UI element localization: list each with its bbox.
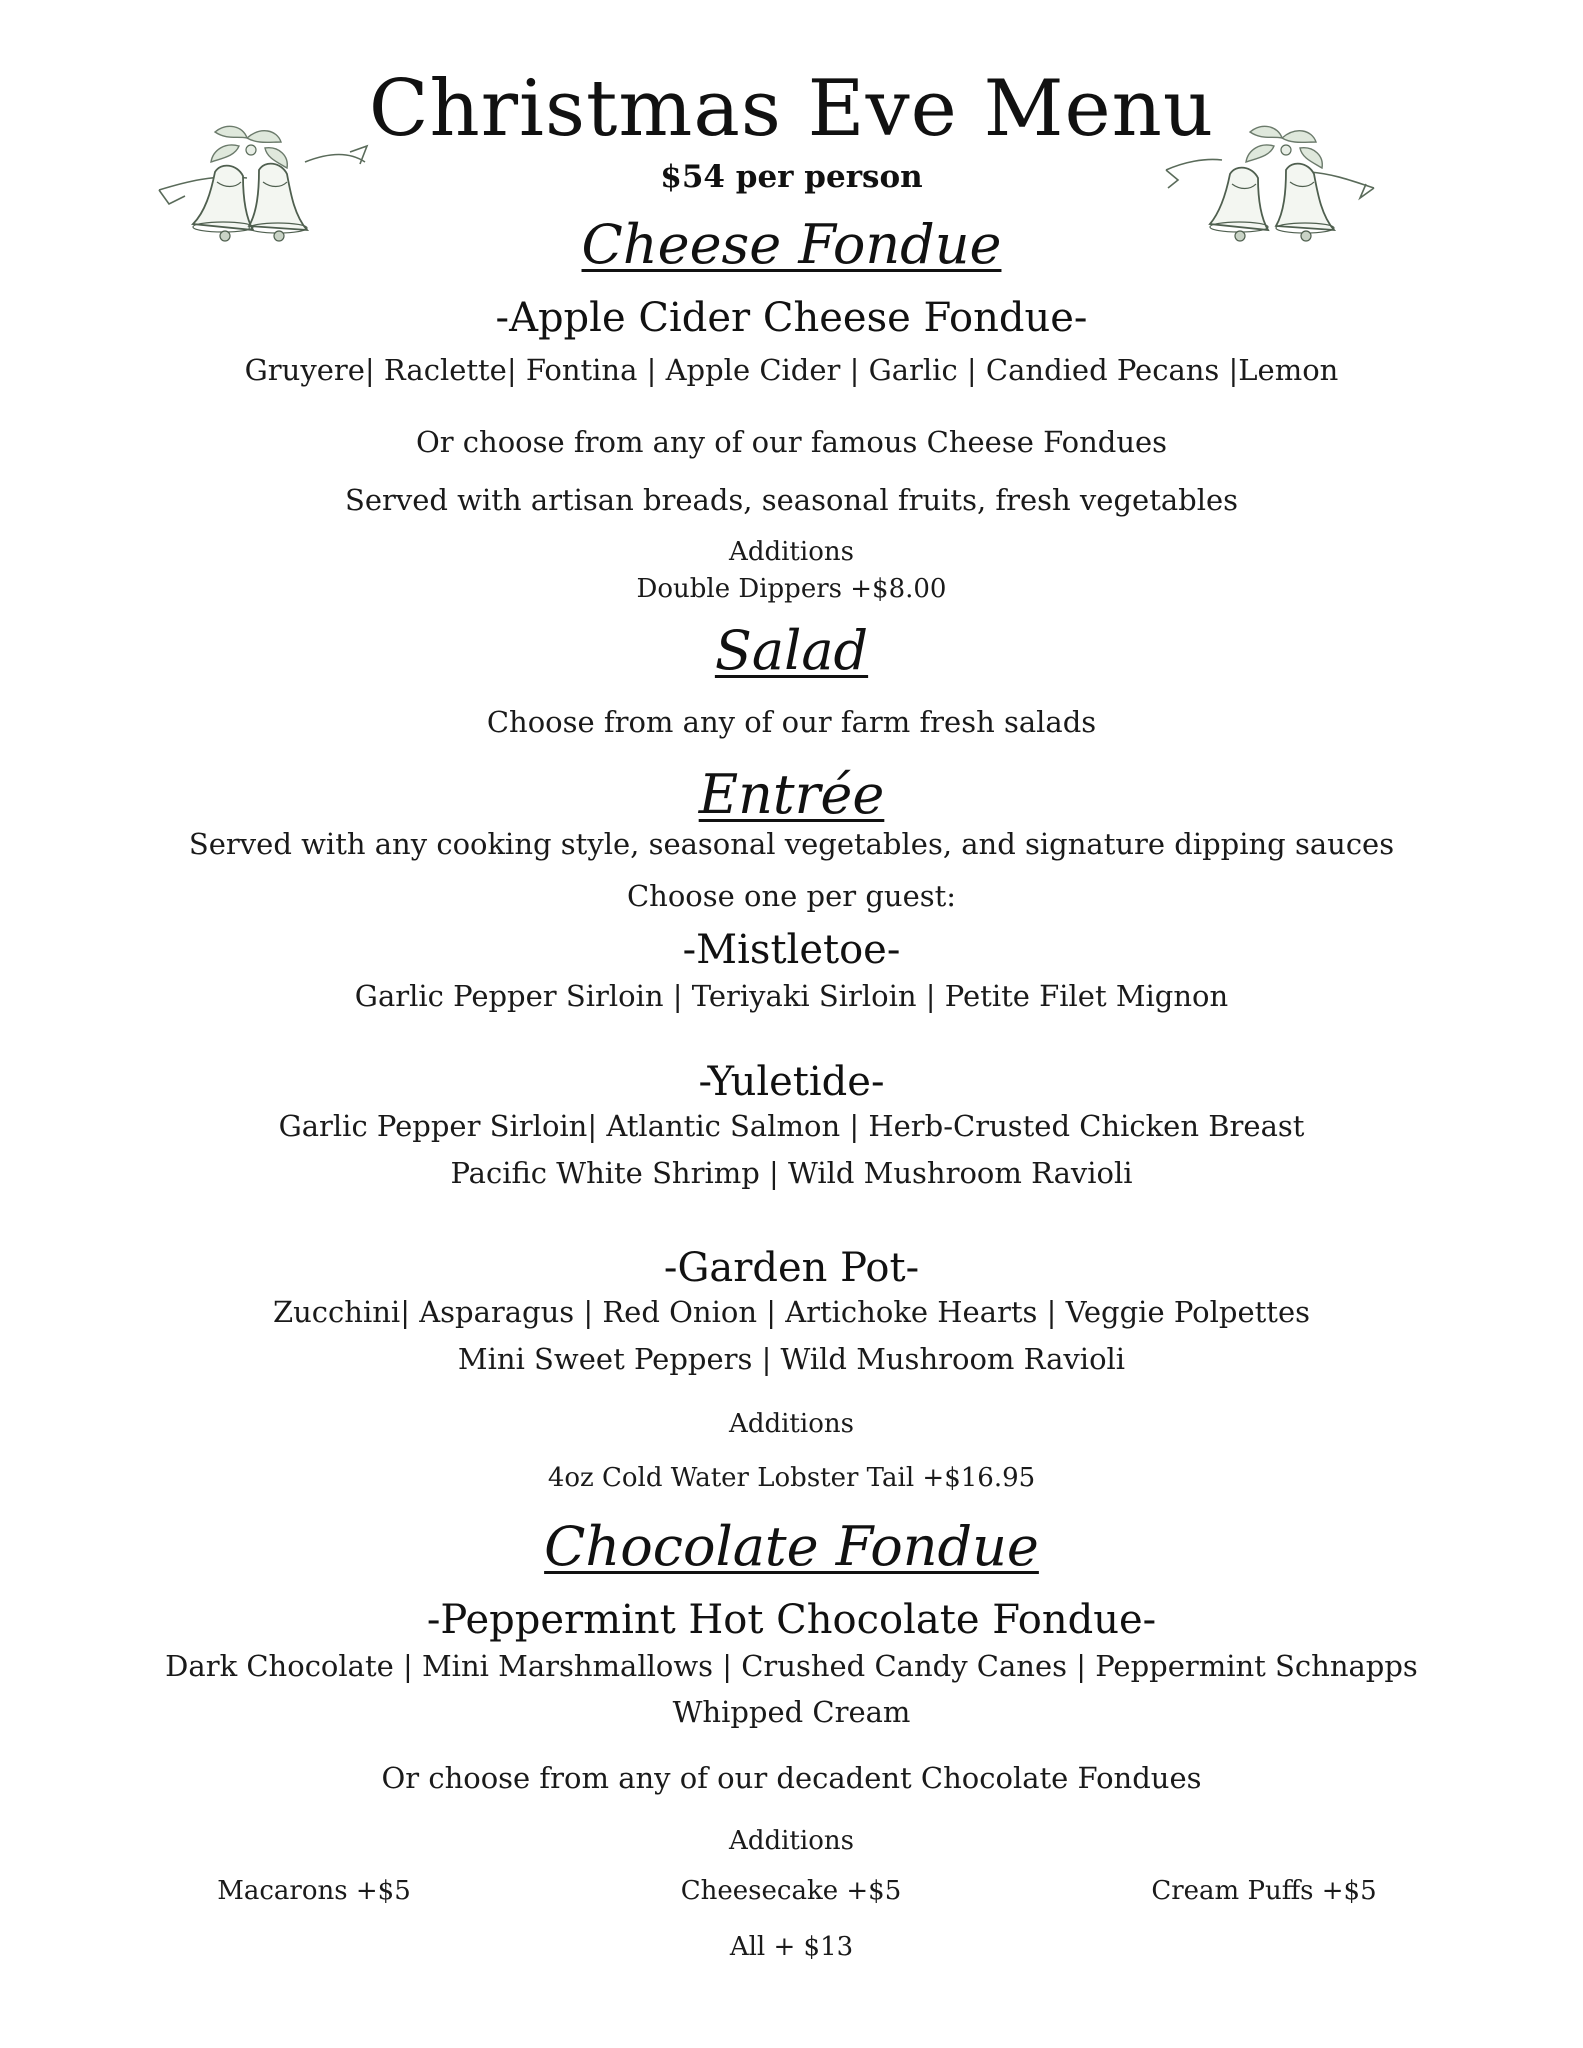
chocolate-fondue-feature: -Peppermint Hot Chocolate Fondue- [426,1597,1157,1643]
cheese-fondue-ingredients: Gruyere| Raclette| Fontina | Apple Cider | Garlic | Candied Pecans |Lemon [244,353,1339,387]
section-heading-cheese-fondue: Cheese Fondue [581,213,1002,276]
entree-mistletoe-items: Garlic Pepper Sirloin | Teriyaki Sirloin | Petite Filet Mignon [354,979,1229,1013]
chocolate-fondue-additions-label: Additions [729,1826,854,1856]
addition-cheesecake: Cheesecake +$5 [680,1876,902,1906]
cheese-fondue-additions-label: Additions [729,537,854,567]
entree-yuletide-name: -Yuletide- [698,1059,885,1105]
chocolate-fondue-choose: Or choose from any of our decadent Chocolate Fondues [381,1761,1202,1795]
entree-garden-pot-items-1: Zucchini| Asparagus | Red Onion | Artichoke Hearts | Veggie Polpettes [272,1295,1310,1329]
chocolate-fondue-items-2: Whipped Cream [672,1695,911,1729]
entree-served: Served with any cooking style, seasonal vegetables, and signature dipping sauces [188,827,1395,861]
section-heading-chocolate-fondue: Chocolate Fondue [544,1515,1039,1578]
entree-yuletide-items-2: Pacific White Shrimp | Wild Mushroom Ravioli [450,1156,1133,1190]
salad-text: Choose from any of our farm fresh salads [486,705,1097,739]
addition-cream-puffs: Cream Puffs +$5 [1151,1876,1377,1906]
cheese-fondue-served: Served with artisan breads, seasonal fruits, fresh vegetables [344,483,1239,517]
entree-additions-label: Additions [729,1409,854,1439]
additions-all-price: All + $13 [729,1932,854,1962]
price-per-person: $54 per person [660,159,923,195]
chocolate-fondue-items-1: Dark Chocolate | Mini Marshmallows | Crushed Candy Canes | Peppermint Schnapps [165,1649,1418,1683]
section-heading-salad: Salad [714,619,869,682]
cheese-fondue-choose: Or choose from any of our famous Cheese Fondues [415,425,1168,459]
entree-yuletide-items-1: Garlic Pepper Sirloin| Atlantic Salmon | Herb-Crusted Chicken Breast [278,1109,1305,1143]
entree-choose: Choose one per guest: [626,879,957,913]
entree-garden-pot-items-2: Mini Sweet Peppers | Wild Mushroom Ravioli [457,1342,1126,1376]
cheese-fondue-feature: -Apple Cider Cheese Fondue- [495,295,1088,341]
entree-additions-item: 4oz Cold Water Lobster Tail +$16.95 [547,1463,1036,1493]
menu-title: Christmas Eve Menu [368,64,1215,154]
addition-macarons: Macarons +$5 [217,1876,411,1906]
entree-mistletoe-name: -Mistletoe- [682,927,901,973]
cheese-fondue-additions-item: Double Dippers +$8.00 [636,574,947,604]
section-heading-entree: Entrée [698,763,885,826]
entree-garden-pot-name: -Garden Pot- [663,1245,920,1291]
